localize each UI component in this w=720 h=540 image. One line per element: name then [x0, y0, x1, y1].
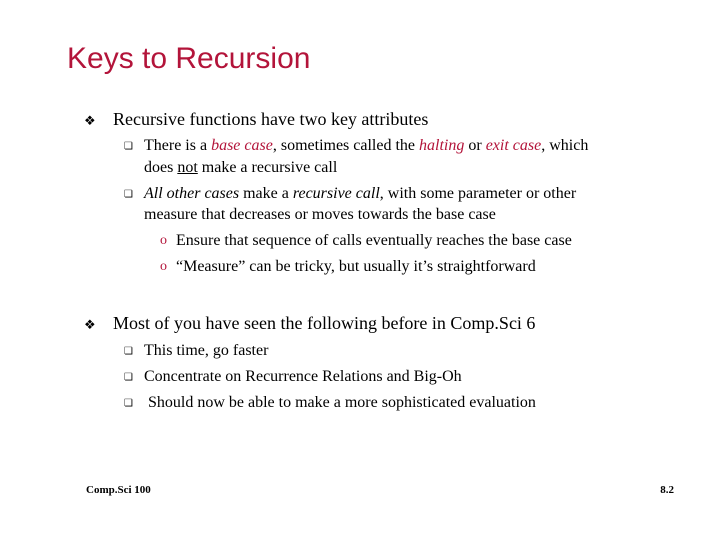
item-2-line-2: measure that decreases or moves towards the base case	[144, 206, 496, 223]
item-2-line-1: All other cases make a recursive call, with some parameter or other	[144, 185, 577, 202]
circle-bullet-icon: o	[160, 259, 167, 274]
section-2-heading: Most of you have seen the following before in Comp.Sci 6	[113, 313, 536, 333]
section-2-item-3: Should now be able to make a more sophisticated evaluation	[144, 394, 536, 411]
item-1-line-1: There is a base case, sometimes called the halting or exit case, which	[144, 137, 589, 154]
subitem-1: Ensure that sequence of calls eventually reaches the base case	[176, 232, 572, 249]
circle-bullet-icon: o	[160, 233, 167, 248]
diamond-bullet-icon: ❖	[84, 317, 96, 332]
section-1-heading: Recursive functions have two key attributes	[113, 109, 429, 129]
subitem-2: “Measure” can be tricky, but usually it’s straightforward	[176, 258, 536, 275]
square-bullet-icon: ❏	[124, 398, 133, 409]
section-2-item-1: This time, go faster	[144, 342, 269, 359]
square-bullet-icon: ❏	[124, 141, 133, 152]
square-bullet-icon: ❏	[124, 372, 133, 383]
footer-course: Comp.Sci 100	[86, 484, 151, 496]
square-bullet-icon: ❏	[124, 346, 133, 357]
section-2-item-2: Concentrate on Recurrence Relations and Big-Oh	[144, 368, 462, 385]
item-1-line-2: does not make a recursive call	[144, 159, 338, 176]
square-bullet-icon: ❏	[124, 189, 133, 200]
footer-page-number: 8.2	[660, 484, 674, 496]
page-title: Keys to Recursion	[67, 42, 311, 75]
diamond-bullet-icon: ❖	[84, 113, 96, 128]
